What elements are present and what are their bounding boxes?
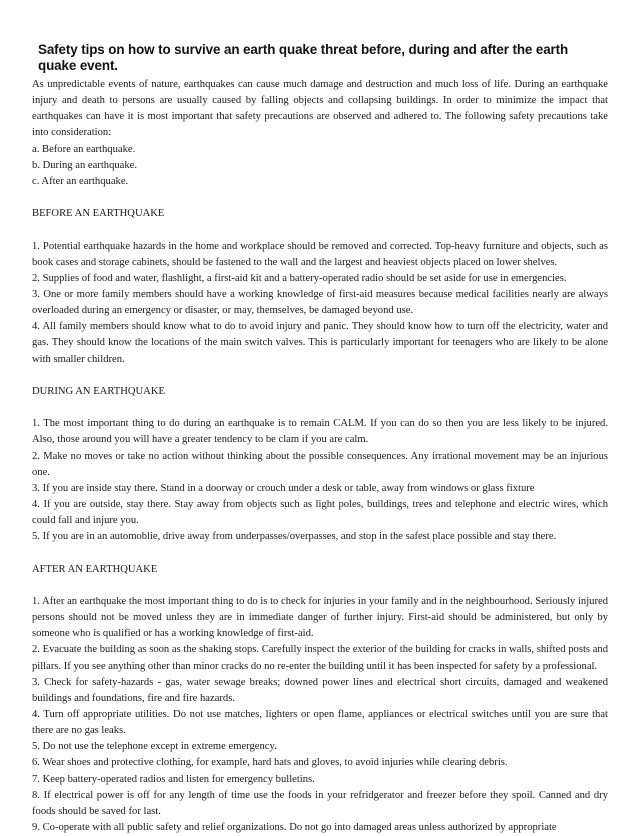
section-item: 3. If you are inside stay there. Stand in a doorway or crouch under a desk or table, away from windows or glass fixture (32, 482, 535, 494)
intro-paragraph: As unpredictable events of nature, earthquakes can cause much damage and destruction and much loss of life. During an earthquake injury and death to persons are usually caused by falling objects and collapsing buildings. In order to minimize the impact that earthquakes can have it is most important that safety precautions are observed and adhered to. The following safety precautions take into consideration: (32, 79, 608, 139)
spacer (32, 400, 608, 416)
section-item: 1. The most important thing to do during an earthquake is to remain CALM. If you can do so then you are less likely to be injured. Also, those around you will have a greater tendency to be clam if you are calm. (32, 418, 608, 446)
section-item: 9. Co-operate with all public safety and relief organizations. Do not go into damaged areas unless authorized by appropriate (32, 822, 557, 834)
section-item: 7. Keep battery-operated radios and listen for emergency bulletins. (32, 773, 315, 785)
section-item: 8. If electrical power is off for any length of time use the foods in your refridgerator and freezer before they spoil. Canned and dry foods should be saved for last. (32, 789, 608, 817)
intro-list-item: a. Before an earthquake. (32, 143, 136, 155)
section-heading-before: BEFORE AN EARTHQUAKE (32, 208, 165, 220)
section-item: 3. One or more family members should have a working knowledge of first-aid measures because medical facilities nearly are always overloaded during an emergency or disaster, or may, themselves, be damaged beyond use. (32, 289, 608, 317)
spacer (32, 222, 608, 238)
document-title: Safety tips on how to survive an earth quake threat before, during and after the earth quake event. (38, 42, 569, 73)
section-item: 3. Check for safety-hazards - gas, water sewage breaks; downed power lines and electrical short circuits, damaged and weakened buildings and foundations, fire and fire hazards. (32, 676, 608, 704)
intro-list-item: b. During an earthquake. (32, 159, 138, 171)
section-item: 1. After an earthquake the most important thing to do is to check for injuries in your family and in the neighbourhood. Seriously injured persons should not be moved unless they are in immediate danger of further injury. First-aid should be administered, but only by someone who is qualified or has a working knowledge of first-aid. (32, 595, 608, 640)
section-item: 4. If you are outside, stay there. Stay away from objects such as light poles, buildings, trees and telephone and electric wires, which could fall and injure you. (32, 499, 608, 527)
section-heading-during: DURING AN EARTHQUAKE (32, 385, 165, 397)
intro-list-item: c. After an earthquake. (32, 175, 129, 187)
section-item: 1. Potential earthquake hazards in the home and workplace should be removed and corrected. Top-heavy furniture and objects, such as book cases and storage cabinets, should be fastened to the wall and the largest and heaviest objects placed on lower shelves. (32, 240, 608, 268)
spacer (32, 190, 608, 206)
section-item: 2. Supplies of food and water, flashlight, a first-aid kit and a battery-operated radio should be set aside for use in emergencies. (32, 272, 567, 284)
section-item: 2. Evacuate the building as soon as the shaking stops. Carefully inspect the exterior of the building for cracks in walls, shifted posts and pillars. If you see anything other than minor cracks do no re-enter the building until it has been inspected for safety by a professional. (32, 644, 608, 672)
section-heading-after: AFTER AN EARTHQUAKE (32, 563, 158, 575)
section-item: 5. If you are in an automoblie, drive away from underpasses/overpasses, and stop in the safest place possible and stay there. (32, 531, 557, 543)
document-body (32, 77, 608, 836)
section-item: 5. Do not use the telephone except in extreme emergency. (32, 741, 277, 753)
spacer (32, 545, 608, 561)
spacer (32, 578, 608, 594)
spacer (32, 368, 608, 384)
section-item: 6. Wear shoes and protective clothing, for example, hard hats and gloves, to avoid injuries while clearing debris. (32, 757, 508, 769)
section-item: 2. Make no moves or take no action without thinking about the possible consequences. Any irrational movement may be an injurious one. (32, 450, 608, 478)
section-item: 4. Turn off appropriate utilities. Do not use matches, lighters or open flame, appliances or electrical switches until you are sure that there are no gas leaks. (32, 709, 608, 737)
section-item: 4. All family members should know what to do to avoid injury and panic. They should know how to turn off the electricity, water and gas. They should know the locations of the main switch valves. This is particularly important for teenagers who are likely to be alone with smaller children. (32, 321, 608, 365)
